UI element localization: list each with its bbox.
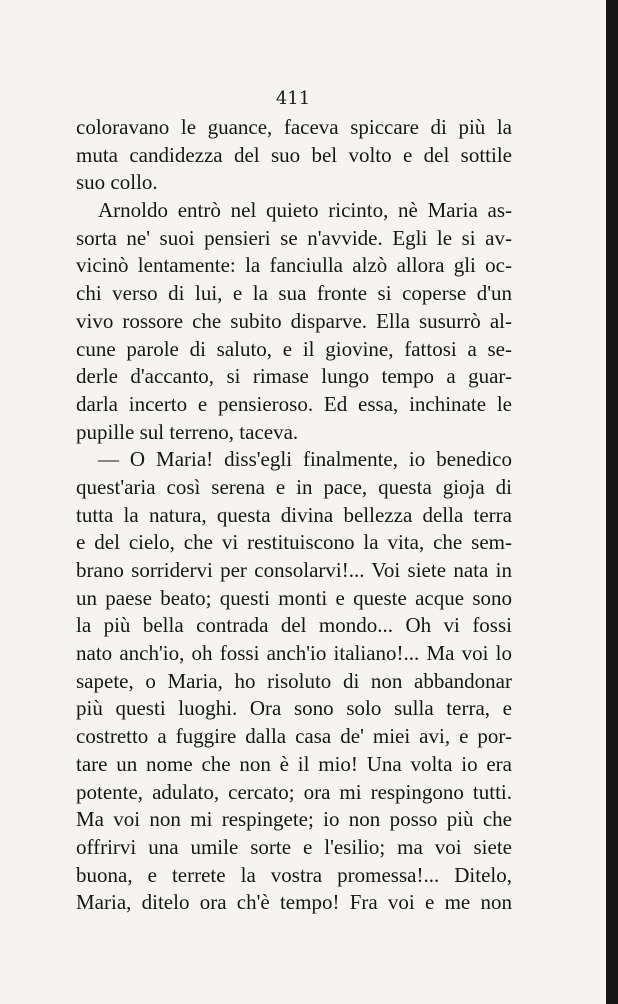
page-number: 411 (275, 88, 311, 109)
text-line: chi verso di lui, e la sua fronte si coperse d'un (76, 281, 512, 306)
text-line: e del cielo, che vi restituiscono la vita, che sem- (76, 530, 512, 555)
text-line: coloravano le guance, faceva spiccare di più la (76, 115, 512, 139)
text-line: quest'aria così serena e in pace, questa gioja di (76, 474, 512, 499)
text-line: suo collo. (76, 170, 158, 195)
text-line: pupille sul terreno, taceva. (76, 419, 299, 444)
text-line: derle d'accanto, si rimase lungo tempo a guar- (76, 364, 512, 389)
text-line: vivo rossore che subito disparve. Ella susurrò al- (76, 308, 512, 333)
text-line: sorta ne' suoi pensieri se n'avvide. Egli le si av- (76, 225, 512, 250)
text-line: tutta la natura, questa divina bellezza della terra (76, 502, 512, 527)
text-line: Arnoldo entrò nel quieto ricinto, nè Maria as- (98, 198, 512, 223)
page-edge-shadow (606, 0, 618, 1004)
text-line: sapete, o Maria, ho risoluto di non abbandonar (76, 668, 512, 693)
text-line: Ma voi non mi respingete; io non posso più che (76, 807, 512, 832)
text-line: costretto a fuggire dalla casa de' miei avi, e por- (76, 724, 512, 749)
body-text (76, 114, 512, 917)
text-line: Maria, ditelo ora ch'è tempo! Fra voi e me non (76, 890, 512, 915)
text-line: darla incerto e pensieroso. Ed essa, inchinate le (76, 391, 512, 416)
text-line: nato anch'io, oh fossi anch'io italiano!... Ma voi lo (76, 641, 512, 666)
text-line: potente, adulato, cercato; ora mi respingono tutti. (76, 779, 512, 804)
text-line: — O Maria! diss'egli finalmente, io benedico (98, 447, 512, 472)
text-line: vicinò lentamente: la fanciulla alzò allora gli oc- (76, 253, 512, 278)
text-line: un paese beato; questi monti e queste acque sono (76, 585, 512, 610)
text-line: più questi luoghi. Ora sono solo sulla terra, e (76, 696, 512, 721)
text-line: brano sorridervi per consolarvi!... Voi siete nata in (76, 558, 512, 582)
text-line: cune parole di saluto, e il giovine, fattosi a se- (76, 336, 512, 361)
text-line: buona, e terrete la vostra promessa!... Ditelo, (76, 862, 512, 887)
text-line: muta candidezza del suo bel volto e del sottile (76, 142, 512, 167)
text-line: la più bella contrada del mondo... Oh vi fossi (76, 613, 512, 638)
text-line: tare un nome che non è il mio! Una volta io era (76, 751, 512, 776)
text-line: offrirvi una umile sorte e l'esilio; ma voi siete (76, 834, 512, 859)
